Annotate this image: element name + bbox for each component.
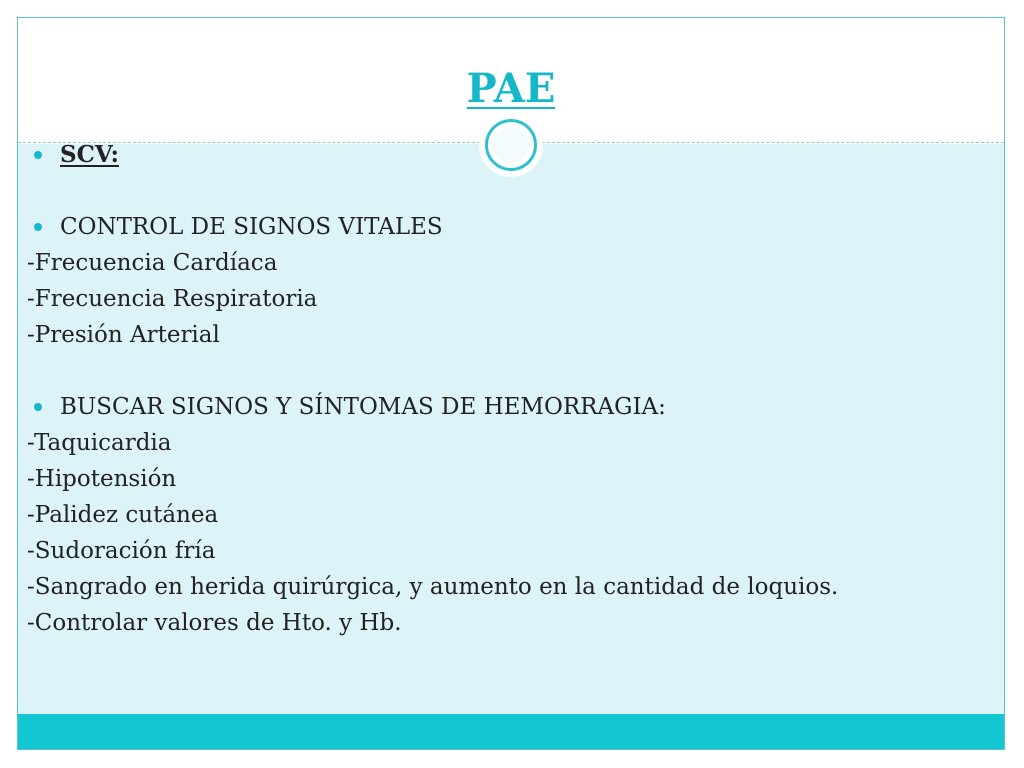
bullet-hemorragia [27,389,1004,425]
bullet-scv [27,137,1004,173]
spacer [27,173,1004,209]
list-item: -Sangrado en herida quirúrgica, y aumento en la cantidad de loquios. [27,574,839,600]
hemorragia-heading: BUSCAR SIGNOS Y SÍNTOMAS DE HEMORRAGIA: [60,394,666,420]
bullet-dot-icon [34,151,42,159]
list-item: -Taquicardia [27,430,172,456]
bullet-signos-vitales [27,209,1004,245]
slide-title: PAE [466,65,556,112]
bottom-bar [18,714,1004,749]
bullet-dot-icon [34,223,42,231]
signos-vitales-heading: CONTROL DE SIGNOS VITALES [60,214,443,240]
scv-heading: SCV: [60,141,119,168]
list-item: -Frecuencia Respiratoria [27,286,318,312]
spacer [27,353,1004,389]
slide-body [27,137,1004,641]
list-item: -Presión Arterial [27,322,220,348]
list-item: -Controlar valores de Hto. y Hb. [27,610,402,636]
list-item: -Sudoración fría [27,538,216,564]
bullet-dot-icon [34,403,42,411]
list-item: -Palidez cutánea [27,502,219,528]
list-item: -Frecuencia Cardíaca [27,250,278,276]
list-item: -Hipotensión [27,466,177,492]
